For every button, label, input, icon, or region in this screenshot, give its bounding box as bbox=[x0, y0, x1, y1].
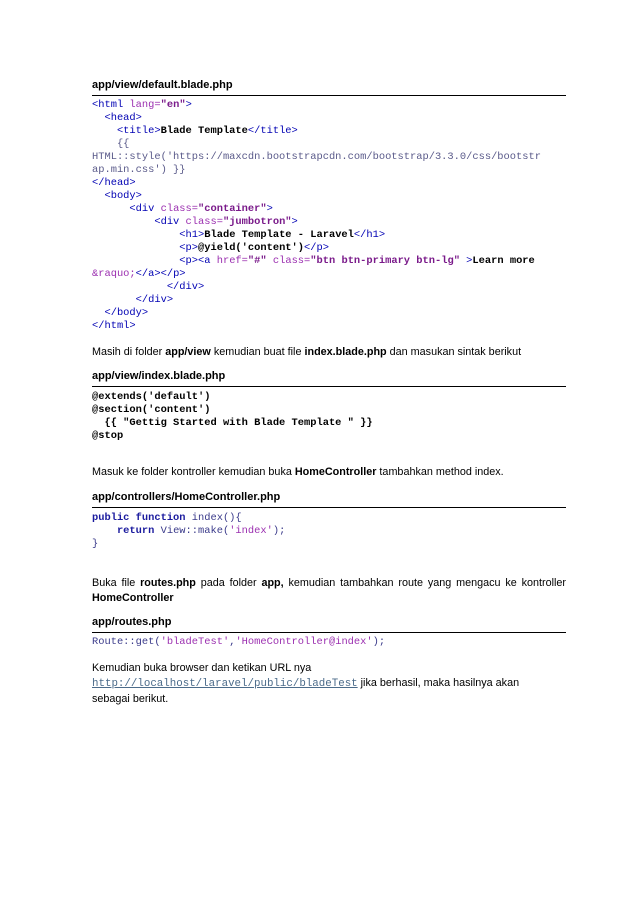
heading-rule bbox=[92, 507, 566, 508]
text: sebagai berikut. bbox=[92, 693, 169, 705]
text: Masih di folder bbox=[92, 346, 166, 358]
text: tambahkan method index. bbox=[376, 466, 504, 478]
code-line: HTML::style('https://maxcdn.bootstrapcdn.com/bootstrap/3.3.0/css/bootstr bbox=[92, 151, 541, 163]
text: Kemudian buka browser dan ketikan URL nya bbox=[92, 662, 312, 674]
code-line: <div class="container"> bbox=[92, 203, 273, 215]
code-line: @stop bbox=[92, 430, 124, 442]
code-line: </div> bbox=[92, 281, 205, 293]
controller-name: HomeController bbox=[92, 592, 174, 604]
code-line: <html lang="en"> bbox=[92, 99, 192, 111]
code-line: <body> bbox=[92, 190, 142, 202]
text: Buka file bbox=[92, 577, 141, 589]
code-line: } bbox=[92, 538, 99, 550]
text: dan masukan sintak berikut bbox=[386, 346, 522, 358]
code-line: <div class="jumbotron"> bbox=[92, 216, 298, 228]
code-line: ap.min.css') }} bbox=[92, 164, 186, 176]
file-heading-default-blade: app/view/default.blade.php bbox=[92, 79, 233, 91]
heading-rule bbox=[92, 386, 566, 387]
code-line: Route::get('bladeTest','HomeController@index'); bbox=[92, 636, 386, 648]
code-line: {{ "Gettig Started with Blade Template " }} bbox=[92, 417, 373, 429]
code-block-routes bbox=[92, 636, 385, 649]
code-line: <head> bbox=[92, 112, 142, 124]
file-name: routes.php bbox=[140, 577, 196, 589]
file-name: index.blade.php bbox=[304, 346, 387, 358]
code-line: &raquo;</a></p> bbox=[92, 268, 186, 280]
text: pada folder bbox=[195, 577, 262, 589]
code-line: <h1>Blade Template - Laravel</h1> bbox=[92, 229, 386, 241]
text: kemudian tambahkan route yang mengacu ke kontroller bbox=[283, 577, 566, 589]
text: kemudian buat file bbox=[210, 346, 305, 358]
folder-name: app/view bbox=[165, 346, 211, 358]
file-heading-routes: app/routes.php bbox=[92, 616, 172, 628]
code-line: {{ bbox=[92, 138, 130, 150]
code-line: </head> bbox=[92, 177, 136, 189]
paragraph-add-route bbox=[92, 576, 566, 606]
controller-name: HomeController bbox=[294, 466, 377, 478]
code-line: <title>Blade Template</title> bbox=[92, 125, 298, 137]
folder-name: app, bbox=[261, 577, 284, 589]
code-block-default-blade bbox=[92, 99, 541, 333]
heading-rule bbox=[92, 95, 566, 96]
paragraph-open-browser bbox=[92, 661, 519, 707]
text: Masuk ke folder kontroller kemudian buka bbox=[92, 466, 295, 478]
paragraph-create-index bbox=[92, 345, 521, 360]
heading-rule bbox=[92, 632, 566, 633]
code-line: @section('content') bbox=[92, 404, 211, 416]
file-heading-index-blade: app/view/index.blade.php bbox=[92, 370, 226, 382]
code-block-index-blade bbox=[92, 391, 373, 443]
code-line: <p>@yield('content')</p> bbox=[92, 242, 329, 254]
code-line: </body> bbox=[92, 307, 149, 319]
code-line: <p><a href="#" class="btn btn-primary btn-lg" >Learn more bbox=[92, 255, 535, 267]
code-line: @extends('default') bbox=[92, 391, 211, 403]
url-link[interactable]: http://localhost/laravel/public/bladeTest bbox=[92, 678, 358, 690]
code-line: </html> bbox=[92, 320, 136, 332]
code-line: public function index(){ bbox=[92, 512, 242, 524]
code-block-home-controller bbox=[92, 512, 285, 551]
file-heading-home-controller: app/controllers/HomeController.php bbox=[92, 491, 281, 503]
text: jika berhasil, maka hasilnya akan bbox=[357, 677, 520, 689]
code-line: </div> bbox=[92, 294, 174, 306]
code-line: return View::make('index'); bbox=[92, 525, 286, 537]
paragraph-open-controller bbox=[92, 465, 504, 480]
